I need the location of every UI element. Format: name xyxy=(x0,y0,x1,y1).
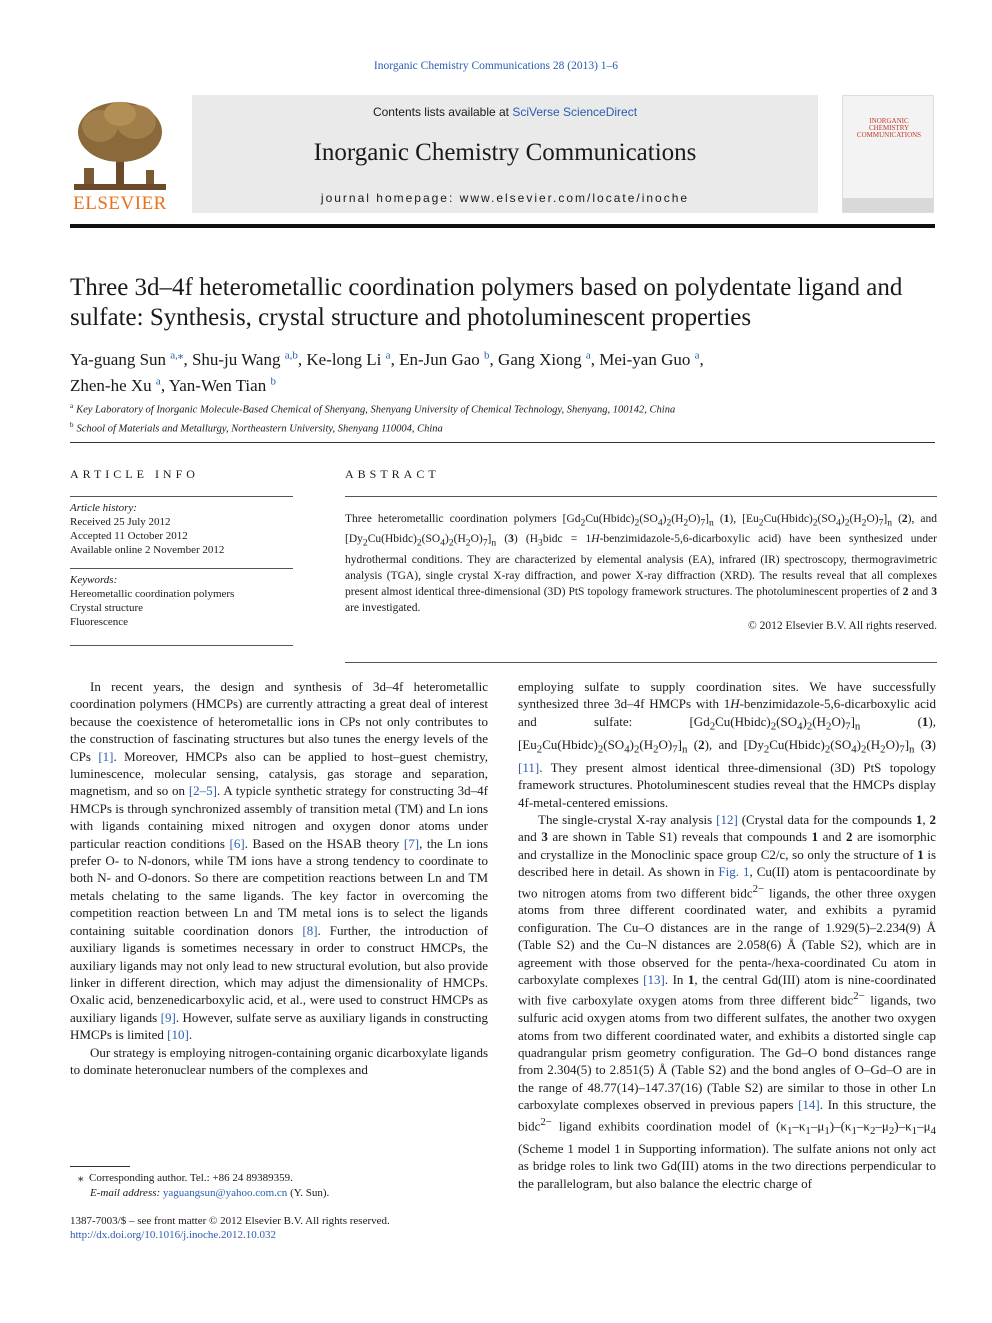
citation-link[interactable]: [12] xyxy=(716,812,738,828)
divider xyxy=(70,568,293,569)
figure-link[interactable]: Fig. 1 xyxy=(718,864,750,880)
citation-link[interactable]: [14] xyxy=(798,1097,820,1113)
cover-strip xyxy=(843,198,933,212)
body-column-left xyxy=(70,678,488,1078)
paragraph: employing sulfate to supply coordination sites. We have successfully synthesized three 3d–4f HMCPs with 1H-benzimidazole-5,6-dicarboxylic acid and sulfate: $[Gd_2Cu(Hbidc)_2(SO_4)_2(H_2O)_7]_n$ (1), $[Eu_2Cu(Hbidc)_2(SO_4)_2(H_2O)_7]_n$ (2), and $[Dy_2Cu(Hbidc)_2(SO_4)_2(H_2O)_7]_n$ (3) [11]. They present almost identical three-dimensional (3D) PtS topology framework structures. Photoluminescent studies reveal that the HMCPs display 4f-metal-centered emissions. xyxy=(518,679,936,810)
homepage-link[interactable]: www.elsevier.com/locate/inoche xyxy=(459,191,690,205)
article-info-panel xyxy=(70,467,293,646)
citation-link[interactable]: [6] xyxy=(229,835,245,851)
footnote-rule xyxy=(70,1166,130,1167)
author: En-Jun Gao $^b$, xyxy=(399,349,499,369)
doi-link[interactable]: http://dx.doi.org/10.1016/j.inoche.2012.10.032 xyxy=(70,1229,277,1241)
journal-citation[interactable]: Inorganic Chemistry Communications 28 (2013) 1–6 xyxy=(373,60,619,72)
footnote: ⁎ Corresponding author. Tel.: +86 24 89389359. E-mail address: yaguangsun@yahoo.com.cn (Y. Sun). xyxy=(78,1172,330,1199)
author-list xyxy=(70,344,940,397)
keyword: Hereometallic coordination polymers xyxy=(70,588,235,600)
citation-link[interactable]: [11] xyxy=(518,759,540,775)
email-link[interactable]: yaguangsun@yahoo.com.cn xyxy=(162,1187,288,1199)
abstract-panel xyxy=(345,467,937,663)
citation-link[interactable]: [7] xyxy=(403,835,420,851)
header-rule xyxy=(70,224,935,228)
citation-link[interactable]: [8] xyxy=(302,922,318,938)
keyword: Crystal structure xyxy=(70,602,144,614)
journal-title: Inorganic Chemistry Communications xyxy=(313,139,697,166)
author: Ya-guang Sun $^{a,⁎}$, xyxy=(70,349,192,369)
divider xyxy=(345,496,937,497)
citation-link[interactable]: [1] xyxy=(98,748,114,764)
body-column-right xyxy=(518,678,936,1192)
author: Shu-ju Wang $^{a,b}$, xyxy=(191,349,307,369)
paragraph: In recent years, the design and synthesis of 3d–4f heterometallic coordination polymers (HMCPs) are currently attracting a great deal of interest because the coexistence of heterometallic ions in CPs not only contributes to the construction of fascinating structures but also tunes the energy levels of the CPs [1]. Moreover, HMCPs also can be applied to host–guest chemistry, luminescence, molecular sensing, catalysis, gas storage and separation, magnetism, and so on [2–5]. A typicle synthetic strategy for constructing 3d–4f HMCPs is through synchronized assembly of transition metal (TM) and Ln ions with ligands containing mixed nitrogen and oxygen donor atoms under particular reaction conditions [6]. Based on the HSAB theory [7], the Ln ions prefer O- to N-donors, while TM ions have a strong tendency to coordinate to both N- and O-donors. So there are competition reactions between Ln and TM metals chelating to the same ligands. The key factor in overcoming the competition reaction between Ln and TM metal ions is to select the ligands containing suitable coordination donors [8]. Further, the introduction of auxiliary ligands is sometimes necessary in order to construct HMCPs, the auxiliary ligands may not only lead to new structural evolution, but also provide linker in different direction, which may adjust the dimensionality of HMCPs. Oxalic acid, benzenedicarboxylic acid, et al., were used to construct HMCPs as auxiliary ligands [9]. However, sulfate serve as auxiliary ligands in constructing HMCPs is limited [10]. xyxy=(70,679,488,1043)
affiliations xyxy=(70,399,940,436)
contents-line: Contents lists available at SciVerse ScienceDirect xyxy=(372,105,638,119)
author: Ke-long Li $^a$, xyxy=(306,349,400,369)
divider xyxy=(70,496,293,497)
abstract-copyright: © 2012 Elsevier B.V. All rights reserved. xyxy=(748,619,937,632)
elsevier-wordmark: ELSEVIER xyxy=(73,193,167,214)
author: Mei-yan Guo $^a$, xyxy=(599,349,704,369)
author: Zhen-he Xu $^a$, xyxy=(70,375,169,396)
affiliation: $^b$ School of Materials and Metallurgy, Northeastern University, Shenyang 110004, China xyxy=(70,420,443,434)
citation-link[interactable]: [13] xyxy=(643,972,665,988)
author: Yan-Wen Tian $^b$ xyxy=(168,375,276,396)
paragraph: Our strategy is employing nitrogen-containing organic dicarboxylate ligands to dominate heteronuclear numbers of the complexes and xyxy=(70,1044,488,1077)
abstract-heading: ABSTRACT xyxy=(345,467,440,481)
affiliation: $^a$ Key Laboratory of Inorganic Molecule-Based Chemical of Shenyang, Shenyang University of Chemical Technology, Shenyang, 100142, China xyxy=(70,402,676,416)
front-matter: 1387-7003/$ – see front matter © 2012 Elsevier B.V. All rights reserved. http://dx.doi.org/10.1016/j.inoche.2012.10.032 xyxy=(70,1215,390,1241)
citation-link[interactable]: [9] xyxy=(160,1009,176,1025)
keyword: Fluorescence xyxy=(70,616,129,628)
section-rule xyxy=(70,442,935,443)
author: Gang Xiong $^a$, xyxy=(498,349,600,369)
citation-link[interactable]: [10] xyxy=(167,1027,189,1043)
journal-cover-thumbnail[interactable] xyxy=(842,95,934,213)
article-info-heading: ARTICLE INFO xyxy=(70,467,199,481)
keywords: Keywords: Hereometallic coordination polymers Crystal structure Fluorescence xyxy=(70,573,293,629)
sciencedirect-link[interactable]: SciVerse ScienceDirect xyxy=(512,105,638,119)
divider xyxy=(70,645,293,646)
journal-homepage: journal homepage: www.elsevier.com/locate/inoche xyxy=(320,191,690,205)
article-history: Article history: Received 25 July 2012 Accepted 11 October 2012 Available online 2 November 2012 xyxy=(70,502,225,556)
paragraph: The single-crystal X-ray analysis [12] (Crystal data for the compounds 1, 2 and 3 are shown in Table S1) reveals that compounds 1 and 2 are isomorphic and crystallize in the Monoclinic space group C2/c, so only the structure of 1 is described here in detail. As shown in Fig. 1, Cu(II) atom is pentacoordinate by two nitrogen atoms from two different bidc$^{2-}$ ligands, the other three oxygen atoms from three different coordinated water, and exhibits a pyramid configuration. The Cu–O distances are in the range of 1.929(5)–2.234(9) Å (Table S2) and the Cu–N distances are 2.058(6) Å (Table S2), which are in agreement with those observed for the penta-/hexa-coordinated Cu atom in carboxylate complexes [13]. In 1, the central Gd(III) atom is nine-coordinated with five carboxylate oxygen atoms from three different bidc$^{2-}$ ligands, two sulfuric acid oxygen atoms from two different sulfates, the another two oxygen atoms from two different coordinated water, and exhibits a distorted single cap quadrangular prism geometry configuration. The Gd–O bond distances range from 2.304(5) to 2.851(5) Å (Table S2) and the bond angles of O–Gd–O are in the range of 48.77(14)–147.37(16) (Table S2) are similar to those in other Ln carboxylate complexes observed in previous papers [14]. In this structure, the bidc$^{2-}$ ligand exhibits coordination model of $(\kappa_1-\kappa_1-\mu_1)-(\kappa_1-\kappa_2-\mu_2)-\kappa_1-\mu_4$ (Scheme 1 model 1 in Supporting information). The sulfate anions not only act as bridge roles to link two Gd(III) atoms in the two directions perpendicular to the parallelogram, but also balance the electric charge of xyxy=(518,812,937,1191)
masthead xyxy=(70,93,935,213)
abstract-text: Three heterometallic coordination polymers $[Gd_2Cu(Hbidc)_2(SO_4)_2(H_2O)_7]_n$ (1), $[Eu_2Cu(Hbidc)_2(SO_4)_2(H_2O)_7]_n$ (2), and $[Dy_2Cu(Hbidc)_2(SO_4)_2(H_2O)_7]_n$ (3) ($H_3bidc$ = 1H-benzimidazole-5,6-dicarboxylic acid) have been synthesized under hydrothermal conditions. They are characterized by elemental analysis (EA), infrared (IR) spectroscopy, thermogravimetric analysis (TGA), single crystal X-ray diffraction, and power X-ray diffraction (XRD). The results reveal that all complexes present almost identical three-dimensional (3D) PtS topology framework structures. The photoluminescent properties of 2 and 3 are investigated. xyxy=(345,513,937,614)
citation-link[interactable]: [2–5] xyxy=(188,783,217,799)
article-title: Three 3d–4f heterometallic coordination polymers based on polydentate ligand and sulfate: Synthesis, crystal structure and photoluminescent properties xyxy=(70,274,903,331)
cover-title: INORGANIC CHEMISTRY COMMUNICATIONS xyxy=(856,117,922,139)
journal-banner xyxy=(192,95,818,213)
divider xyxy=(345,662,937,663)
